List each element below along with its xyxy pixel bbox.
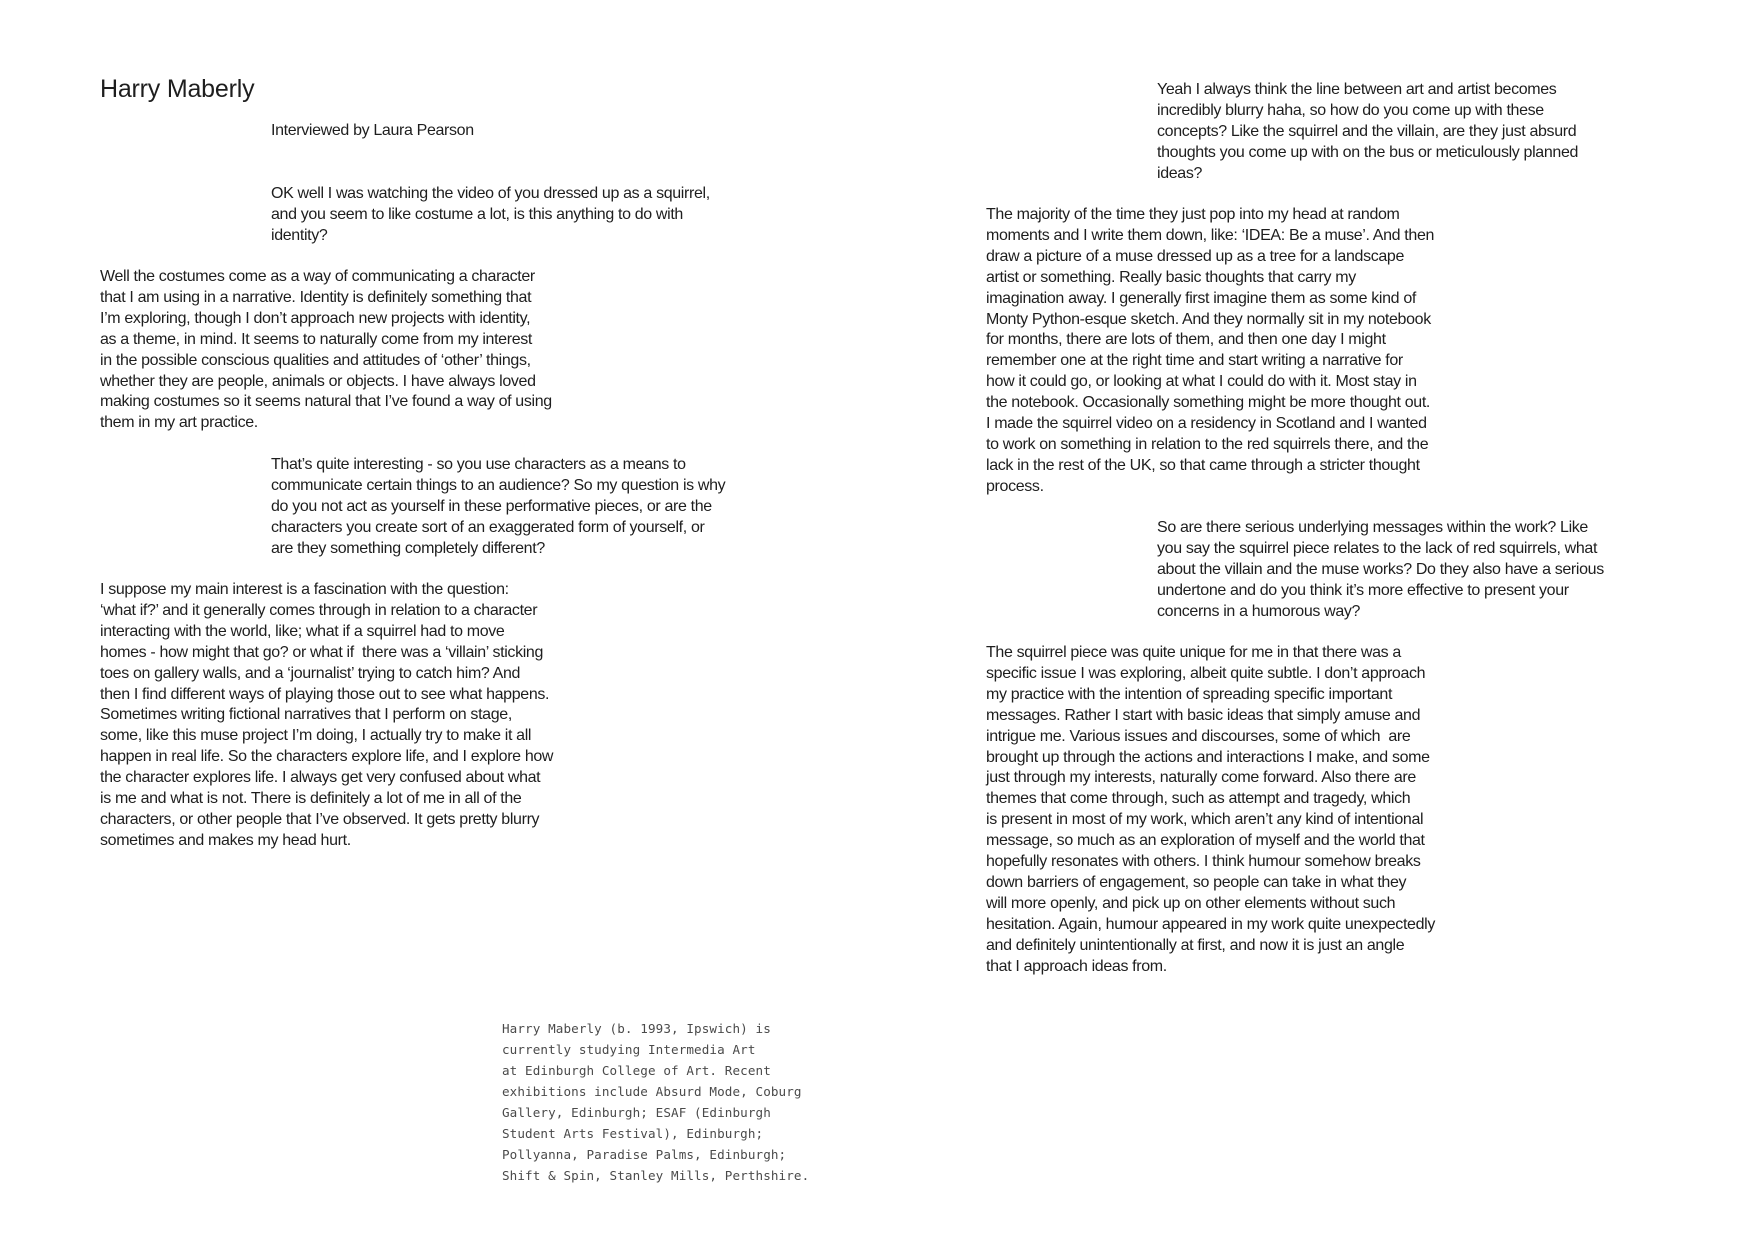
text-line: OK well I was watching the video of you dressed up as a squirrel, [271, 185, 710, 202]
text-line: draw a picture of a muse dressed up as a tree for a landscape [986, 247, 1405, 265]
text-line: at Edinburgh College of Art. Recent [502, 1063, 771, 1078]
text-line: in the possible conscious qualities and attitudes of ‘other’ things, [100, 351, 531, 369]
text-line: you say the squirrel piece relates to the lack of red squirrels, what [1157, 539, 1598, 557]
text-line: intrigue me. Various issues and discourses, some of which are [986, 727, 1411, 745]
text-line: thoughts you come up with on the bus or meticulously planned [1157, 143, 1579, 161]
text-line: ‘what if?’ and it generally comes through in relation to a character [100, 601, 538, 619]
text-line: communicate certain things to an audience? So my question is why [271, 476, 726, 494]
text-line: to work on something in relation to the red squirrels there, and the [986, 435, 1429, 453]
text-line: Harry Maberly (b. 1993, Ipswich) is [502, 1021, 771, 1036]
text-line: sometimes and makes my head hurt. [100, 831, 351, 849]
text-line: I’m exploring, though I don’t approach new projects with identity, [100, 309, 531, 327]
text-line: Monty Python-esque sketch. And they normally sit in my notebook [986, 310, 1431, 328]
text-line: down barriers of engagement, so people can take in what they [986, 873, 1407, 891]
text-line: process. [986, 477, 1044, 495]
text-line: The majority of the time they just pop into my head at random [986, 206, 1400, 223]
text-line: hesitation. Again, humour appeared in my work quite unexpectedly [986, 915, 1435, 933]
text-line: my practice with the intention of spreading specific important [986, 685, 1393, 703]
text-line: are they something completely different? [271, 539, 545, 557]
text-line: is me and what is not. There is definitely a lot of me in all of the [100, 790, 522, 808]
text-line: incredibly blurry haha, so how do you come up with these [1157, 101, 1544, 119]
text-line: and definitely unintentionally at first, and now it is just an angle [986, 936, 1405, 954]
text-line: as a theme, in mind. It seems to naturally come from my interest [100, 330, 532, 348]
text-line: Gallery, Edinburgh; ESAF (Edinburgh [502, 1105, 771, 1120]
text-line: Shift & Spin, Stanley Mills, Perthshire. [502, 1168, 810, 1183]
text-line: specific issue I was exploring, albeit quite subtle. I don’t approach [986, 664, 1426, 682]
text-line: the character explores life. I always get very confused about what [100, 769, 541, 787]
interview-answer [986, 643, 1435, 978]
text-line: Sometimes writing fictional narratives that I perform on stage, [100, 706, 512, 724]
text-line: messages. Rather I start with basic ideas that simply amuse and [986, 706, 1421, 724]
text-line: characters you create sort of an exaggerated form of yourself, or [271, 518, 705, 536]
text-line: whether they are people, animals or objects. I have always loved [100, 372, 536, 390]
text-line: and you seem to like costume a lot, is this anything to do with [271, 205, 683, 223]
text-line: hopefully resonates with others. I think humour somehow breaks [986, 853, 1421, 871]
interview-answer [986, 205, 1434, 498]
page-title: Harry Maberly [100, 75, 255, 103]
text-line: ideas? [1157, 164, 1203, 182]
text-line: making costumes so it seems natural that I’ve found a way of using [100, 393, 552, 411]
interview-answer [100, 580, 553, 852]
text-line: exhibitions include Absurd Mode, Coburg [502, 1084, 802, 1099]
text-line: characters, or other people that I’ve observed. It gets pretty blurry [100, 810, 540, 828]
interview-question [271, 455, 725, 560]
text-line: how it could go, or looking at what I could do with it. Most stay in [986, 373, 1417, 391]
text-line: message, so much as an exploration of myself and the world that [986, 832, 1425, 850]
text-line: Interviewed by Laura Pearson [271, 122, 474, 139]
text-line: themes that come through, such as attempt and tragedy, which [986, 790, 1411, 808]
text-line: homes - how might that go? or what if there was a ‘villain’ sticking [100, 643, 544, 661]
text-line: I made the squirrel video on a residency in Scotland and I wanted [986, 415, 1427, 433]
text-line: interacting with the world, like; what if a squirrel had to move [100, 622, 505, 640]
text-line: artist or something. Really basic thoughts that carry my [986, 268, 1356, 286]
text-line: concerns in a humorous way? [1157, 602, 1361, 620]
text-line: some, like this muse project I’m doing, I actually try to make it all [100, 727, 532, 745]
text-line: happen in real life. So the characters explore life, and I explore how [100, 748, 554, 766]
text-line: I suppose my main interest is a fascination with the question: [100, 581, 509, 598]
text-line: Student Arts Festival), Edinburgh; [502, 1126, 764, 1141]
text-line: them in my art practice. [100, 414, 258, 432]
interview-question [1157, 518, 1604, 623]
text-line: imagination away. I generally first imagine them as some kind of [986, 289, 1416, 307]
text-line: for months, there are lots of them, and then one day I might [986, 331, 1386, 349]
text-line: will more openly, and pick up on other elements without such [986, 894, 1396, 912]
text-line: currently studying Intermedia Art [502, 1042, 756, 1057]
interviewer-byline [271, 121, 474, 142]
text-line: about the villain and the muse works? Do they also have a serious [1157, 560, 1604, 578]
text-line: is present in most of my work, which aren’t any kind of intentional [986, 811, 1424, 829]
text-line: just through my interests, naturally come forward. Also there are [986, 769, 1416, 787]
interview-answer [100, 267, 552, 434]
text-line: do you not act as yourself in these performative pieces, or are the [271, 497, 712, 515]
text-line: the notebook. Occasionally something might be more thought out. [986, 394, 1431, 412]
text-line: Pollyanna, Paradise Palms, Edinburgh; [502, 1147, 787, 1162]
artist-bio [502, 1018, 809, 1186]
interview-question [271, 184, 710, 247]
text-line: then I find different ways of playing those out to see what happens. [100, 685, 550, 703]
text-line: lack in the rest of the UK, so that came through a stricter thought [986, 456, 1420, 474]
text-line: that I am using in a narrative. Identity is definitely something that [100, 288, 532, 306]
text-line: That’s quite interesting - so you use characters as a means to [271, 456, 686, 473]
text-line: Well the costumes come as a way of communicating a character [100, 268, 535, 285]
text-line: brought up through the actions and interactions I make, and some [986, 748, 1430, 766]
text-line: moments and I write them down, like: ‘IDEA: Be a muse’. And then [986, 226, 1435, 244]
text-line: concepts? Like the squirrel and the villain, are they just absurd [1157, 122, 1577, 140]
text-line: that I approach ideas from. [986, 957, 1167, 975]
text-line: identity? [271, 226, 328, 244]
text-line: So are there serious underlying messages within the work? Like [1157, 519, 1588, 536]
interview-question [1157, 80, 1578, 185]
text-line: Yeah I always think the line between art and artist becomes [1157, 81, 1557, 98]
text-line: toes on gallery walls, and a ‘journalist’ trying to catch him? And [100, 664, 521, 682]
text-line: undertone and do you think it’s more effective to present your [1157, 581, 1569, 599]
text-line: The squirrel piece was quite unique for me in that there was a [986, 644, 1401, 661]
text-line: remember one at the right time and start writing a narrative for [986, 352, 1403, 370]
